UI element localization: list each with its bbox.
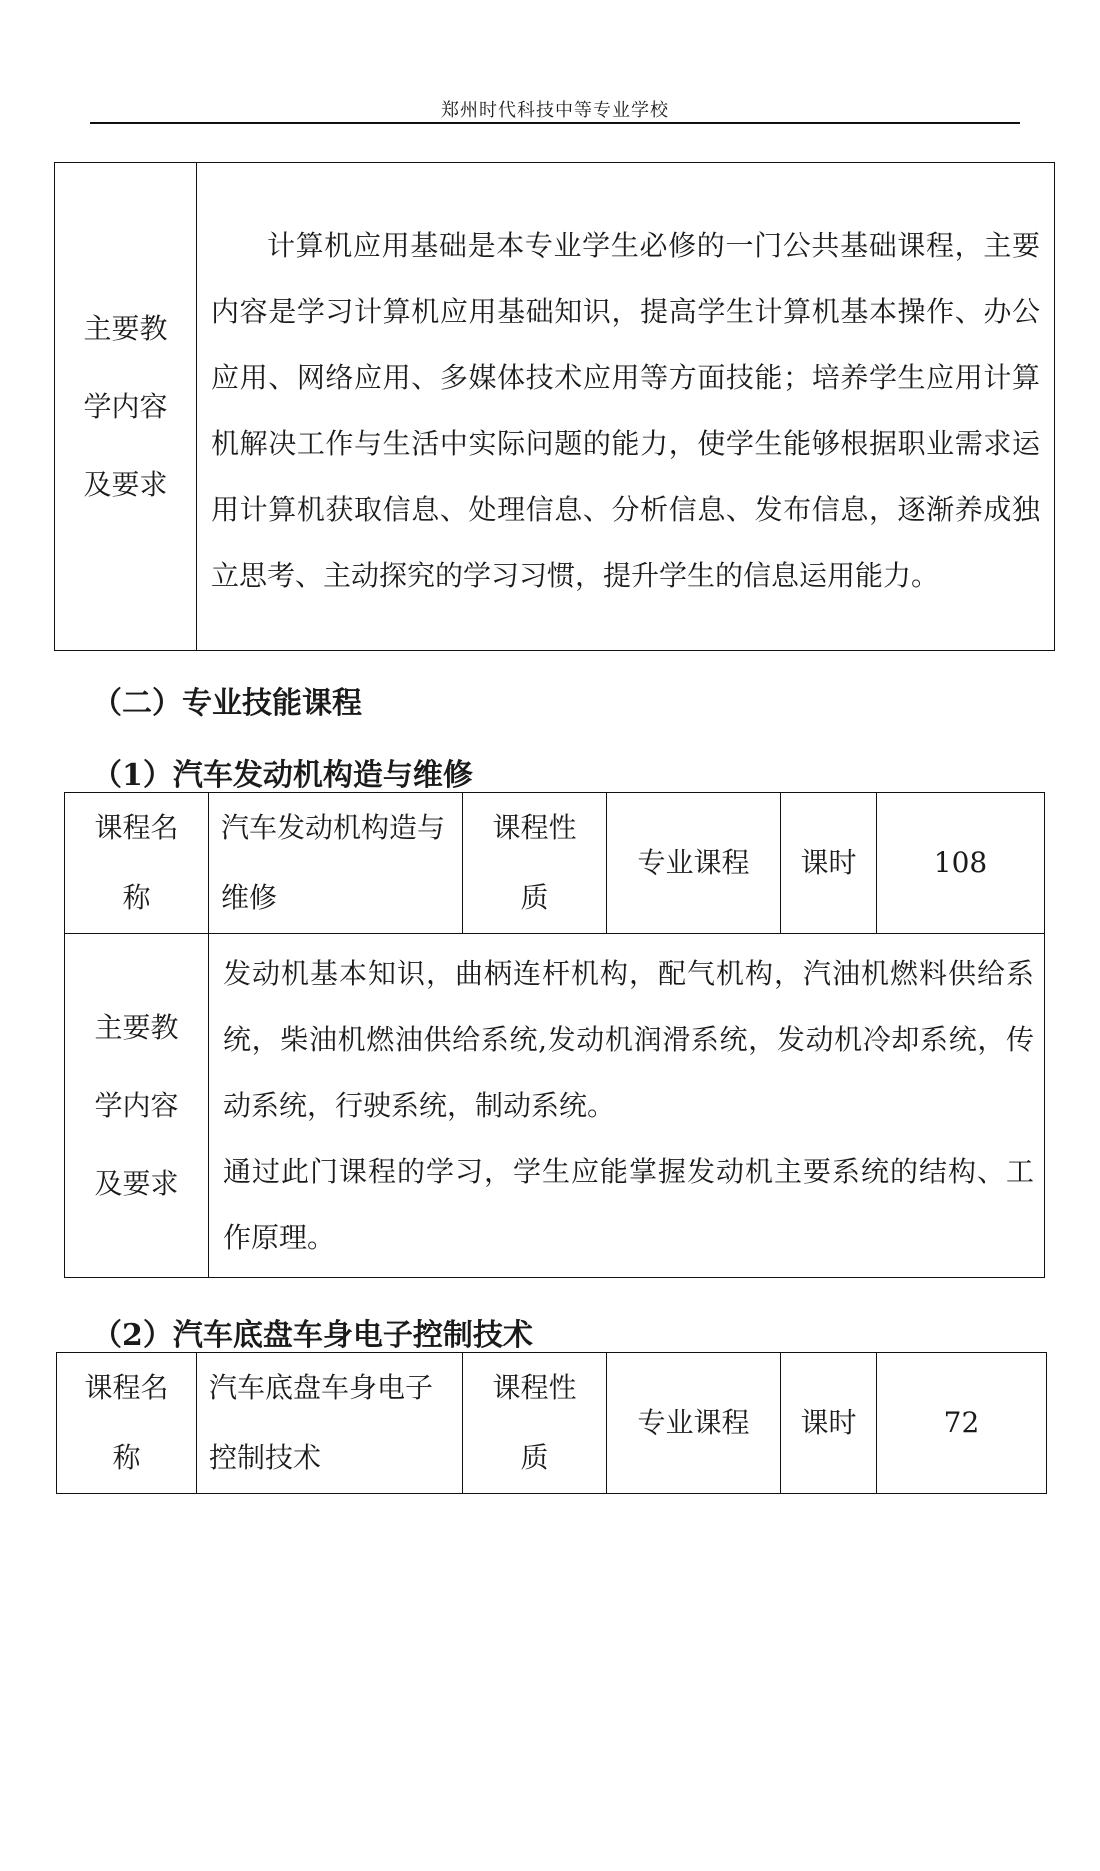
course-nature: 专业课程 [637, 1406, 750, 1439]
hours-label-cell [781, 1353, 877, 1494]
course-hours: 72 [943, 1406, 980, 1439]
hours-cell [877, 793, 1045, 934]
course2-heading: （2）汽车底盘车身电子控制技术 [92, 1318, 533, 1353]
content-cell [209, 934, 1045, 1278]
content-paragraph-1: 发动机基本知识，曲柄连杆机构，配气机构，汽油机燃料供给系统，柴油机燃油供给系统,发动机润滑系统，发动机冷却系统，传动系统，行驶系统，制动系统。 [223, 956, 1034, 1122]
course-hours: 108 [933, 846, 988, 879]
content-cell [197, 163, 1055, 651]
name-label: 课程名称 [84, 1371, 169, 1474]
content-text: 计算机应用基础是本专业学生必修的一门公共基础课程，主要内容是学习计算机应用基础知识，提高学生计算机基本操作、办公应用、网络应用、多媒体技术应用等方面技能；培养学生应用计算机解决工作与生活中实际问题的能力，使学生能够根据职业需求运用计算机获取信息、处理信息、分析信息、发布信息，逐渐养成独立思考、主动探究的学习习惯，提升学生的信息运用能力。 [211, 228, 1040, 592]
content-paragraph-2: 通过此门课程的学习，学生应能掌握发动机主要系统的结构、工作原理。 [223, 1154, 1034, 1254]
name-label-cell [57, 1353, 197, 1494]
nature-cell [607, 1353, 781, 1494]
section-heading: （二）专业技能课程 [92, 686, 362, 721]
hours-label-cell [781, 793, 877, 934]
hours-label: 课时 [800, 1406, 857, 1439]
course-table-chassis [56, 1352, 1047, 1494]
hours-label: 课时 [800, 846, 857, 879]
course1-heading: （1）汽车发动机构造与维修 [92, 758, 473, 793]
content-label: 主要教学内容及要求 [83, 311, 168, 501]
header-rule [90, 122, 1020, 124]
nature-label: 课程性质 [492, 1371, 577, 1474]
name-label: 课程名称 [94, 811, 179, 914]
course-name: 汽车底盘车身电子控制技术 [209, 1371, 434, 1474]
nature-label-cell [463, 1353, 607, 1494]
nature-label: 课程性质 [492, 811, 577, 914]
nature-cell [607, 793, 781, 934]
name-cell [197, 1353, 463, 1494]
course-nature: 专业课程 [637, 846, 750, 879]
course-name: 汽车发动机构造与维修 [221, 811, 446, 914]
course-table-computer [54, 162, 1055, 651]
name-label-cell [65, 793, 209, 934]
content-label-cell [65, 934, 209, 1278]
content-label: 主要教学内容及要求 [94, 1010, 179, 1200]
page-header: 郑州时代科技中等专业学校 [441, 100, 669, 121]
hours-cell [877, 1353, 1047, 1494]
content-label-cell [55, 163, 197, 651]
course-table-engine [64, 792, 1045, 1278]
nature-label-cell [463, 793, 607, 934]
name-cell [209, 793, 463, 934]
